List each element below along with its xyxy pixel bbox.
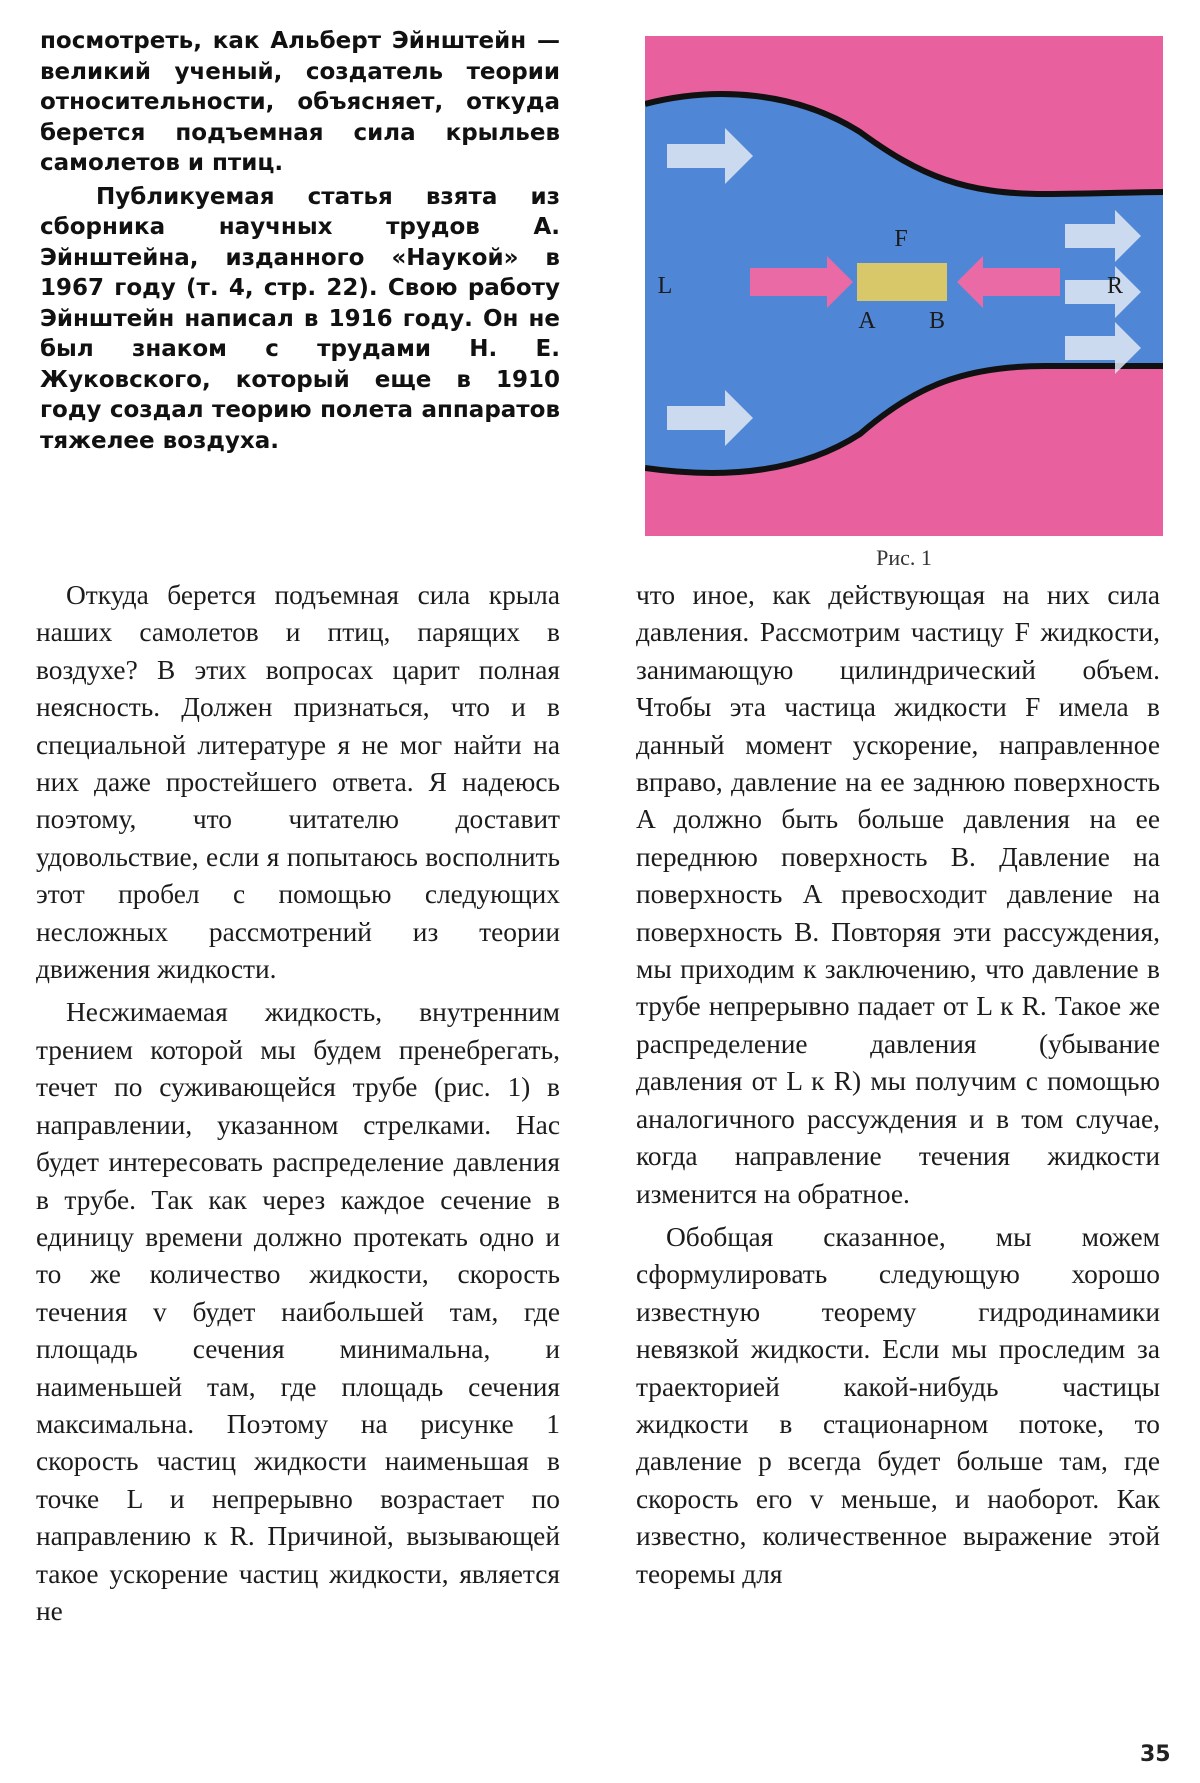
intro-paragraph-2: Публикуемая статья взята из сборника научных трудов А. Эйнштейна, изданного «Наукой» в 1967 году (т. 4, стр. 22). Свою работу Эйнштейн написал в 1916 году. Он не был знаком с трудами Н. Е. Жуковского, который еще в 1910 году создал теорию полета аппаратов тяжелее воздуха. — [40, 183, 560, 454]
label-l: L — [657, 273, 673, 299]
tube-flow-diagram — [645, 36, 1163, 536]
article-paragraph: Обобщая сказанное, мы можем сформулировать следующую хорошо известную теорему гидродинамики невязкой жидкости. Если мы проследим за траекторией какой-нибудь частицы жидкости в стационарном потоке, то давление p всегда будет больше там, где скорость его v меньше, и наоборот. Как известно, количественное выражение этой теоремы для — [636, 1221, 1160, 1589]
article-column-left — [36, 577, 560, 1630]
intro-block — [40, 26, 560, 456]
article-column-right — [636, 577, 1160, 1593]
figure-caption: Рис. 1 — [876, 545, 932, 570]
article-paragraph: что иное, как действующая на них сила давления. Рассмотрим частицу F жидкости, занимающую цилиндрический объем. Чтобы эта частица жидкости F имела в данный момент ускорение, направленное вправо, давление на ее заднюю поверхность A должно быть больше давления на ее переднюю поверхность B. Давление на поверхность A превосходит давление на поверхность B. Повторяя эти рассуждения, мы приходим к заключению, что давление в трубе непрерывно падает от L к R. Такое же распределение давления (убывание давления от L к R) мы получим с помощью аналогичного рассуждения и в том случае, когда направление течения жидкости изменится на обратное. — [636, 580, 1160, 1209]
label-r: R — [1106, 273, 1124, 299]
label-f: F — [894, 226, 908, 252]
article-paragraph: Откуда берется подъемная сила крыла наших самолетов и птиц, парящих в воздухе? В этих вопросах царит полная неясность. Должен признаться, что и в специальной литературе я не мог найти на них даже простейшего ответа. Я надеюсь поэтому, что читателю доставит удовольствие, если я попытаюсь восполнить этот пробел с помощью следующих несложных рассмотрений из теории движения жидкости. — [36, 580, 560, 985]
label-a: A — [858, 308, 876, 334]
page-number: 35 — [1140, 1742, 1171, 1767]
intro-paragraph-1: посмотреть, как Альберт Эйнштейн — великий ученый, создатель теории относительности, объясняет, откуда берется подъемная сила крыльев самолетов и птиц. — [40, 28, 560, 176]
article-paragraph: Несжимаемая жидкость, внутренним трением которой мы будем пренебрегать, течет по суживающейся трубе (рис. 1) в направлении, указанном стрелками. Нас будет интересовать распределение давления в трубе. Так как через каждое сечение в единицу времени должно протекать одно и то же количество жидкости, скорость течения v будет наибольшей там, где площадь сечения минимальна, и наименьшей там, где площадь сечения максимальна. Поэтому на рисунке 1 скорость частиц жидкости наименьшая в точке L и непрерывно возрастает по направлению к R. Причиной, вызывающей такое ускорение частиц жидкости, является не — [36, 997, 560, 1626]
label-b: B — [928, 308, 946, 334]
fluid-particle — [857, 263, 947, 301]
figure-1 — [645, 36, 1163, 536]
